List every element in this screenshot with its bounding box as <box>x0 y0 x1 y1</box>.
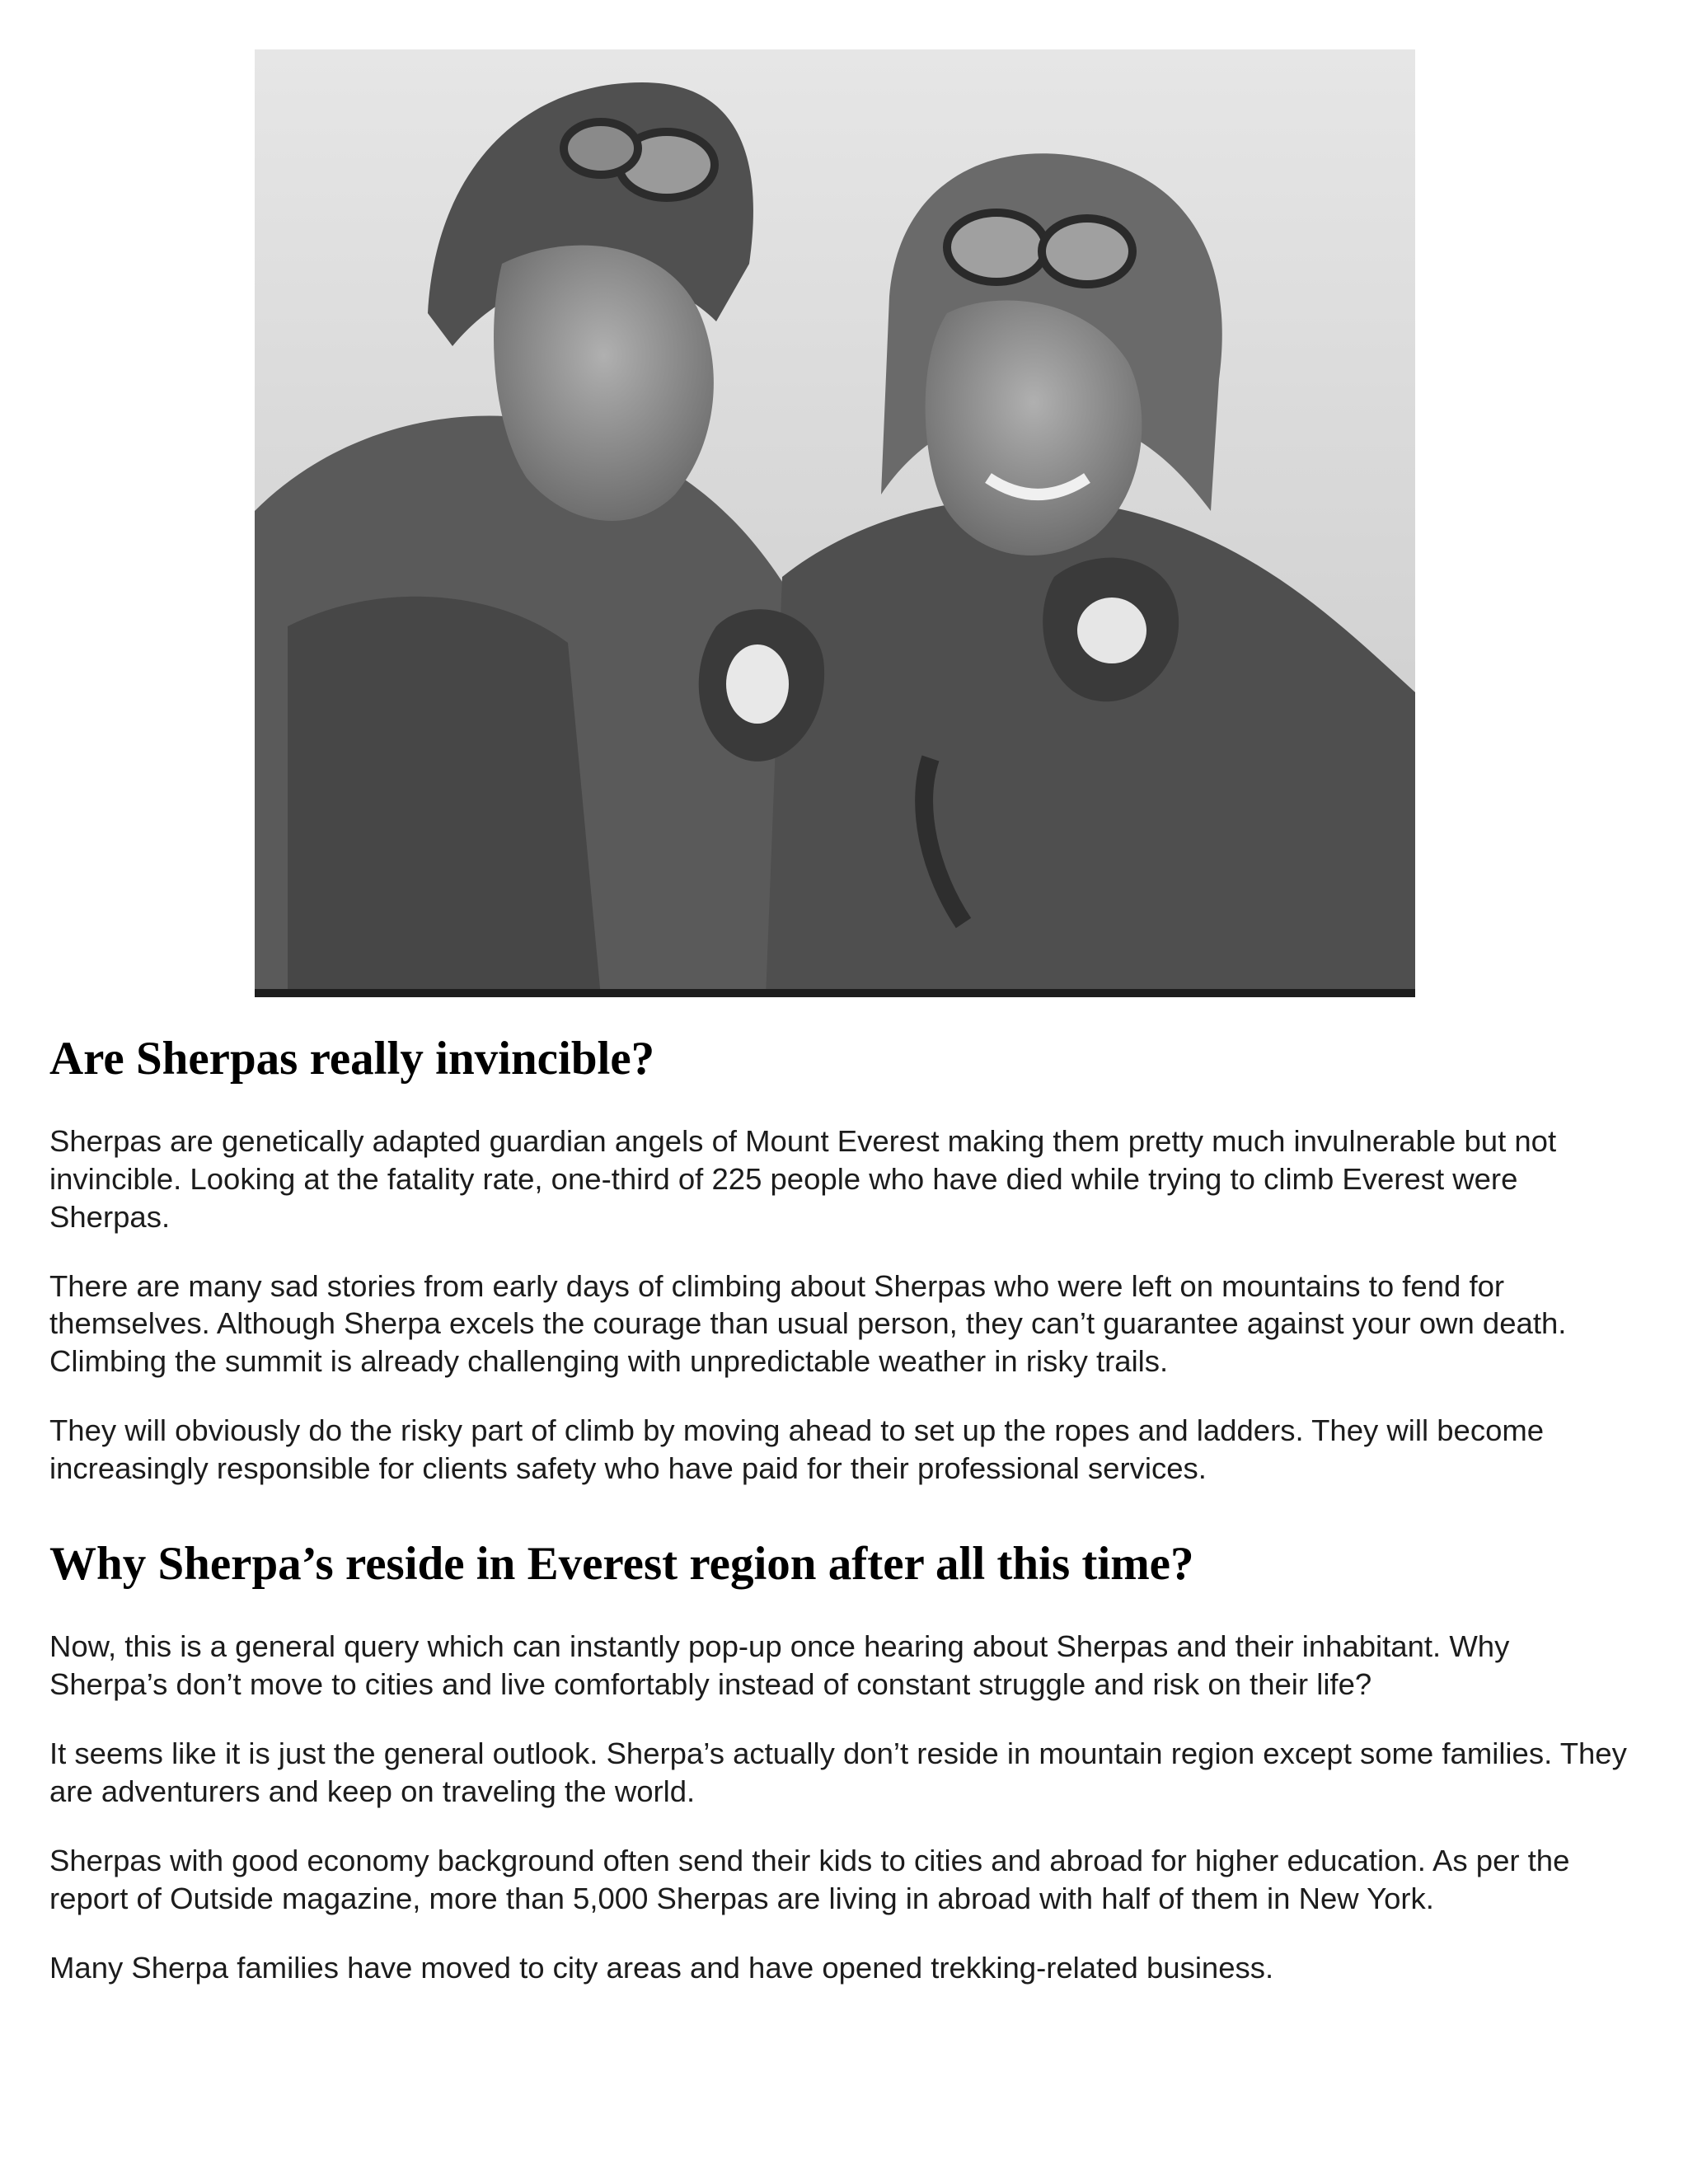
paragraph: It seems like it is just the general outlook. Sherpa’s actually don’t reside in mountain region except some families. They are adventurers and keep on traveling the world. <box>49 1736 1627 1808</box>
article-body <box>49 1032 1632 2018</box>
paragraph: Sherpas are genetically adapted guardian angels of Mount Everest making them pretty much invulnerable but not invincible. Looking at the fatality rate, one-third of 225 people who have died while trying to climb Everest were Sherpas. <box>49 1123 1557 1234</box>
paragraph: There are many sad stories from early days of climbing about Sherpas who were left on mountains to fend for themselves. Although Sherpa excels the courage than usual person, they can’t guarantee against your own death. Climbing the summit is already challenging with unpredictable weather in risky trails. <box>49 1268 1567 1379</box>
paragraph: Sherpas with good economy background often send their kids to cities and abroad for higher education. As per the report of Outside magazine, more than 5,000 Sherpas are living in abroad with half of them in New York. <box>49 1843 1570 1915</box>
photo-icon <box>255 49 1415 997</box>
paragraph: Now, this is a general query which can instantly pop-up once hearing about Sherpas and their inhabitant. Why Sherpa’s don’t move to cities and live comfortably instead of constant struggle and risk on their life? <box>49 1629 1510 1701</box>
climbers-photo <box>255 49 1415 997</box>
section-heading-reside: Why Sherpa’s reside in Everest region after all this time? <box>49 1538 1194 1591</box>
paragraph: They will obviously do the risky part of climb by moving ahead to set up the ropes and ladders. They will become increasingly responsible for clients safety who have paid for their professional services. <box>49 1413 1545 1486</box>
paragraph: Many Sherpa families have moved to city areas and have opened trekking-related business. <box>49 1950 1274 1985</box>
section-heading-invincible: Are Sherpas really invincible? <box>49 1033 655 1085</box>
